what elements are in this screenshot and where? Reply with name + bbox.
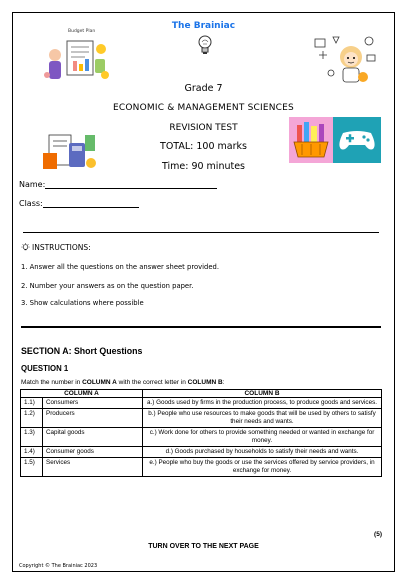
- section-divider: [21, 326, 381, 328]
- question-instruction: [21, 379, 225, 386]
- row-term: Consumer goods: [43, 447, 143, 458]
- table-row: [21, 409, 382, 428]
- total-marks: TOTAL: 100 marks: [160, 141, 247, 152]
- finance-tools-illustration-icon: [41, 125, 99, 175]
- row-term: Services: [43, 458, 143, 477]
- subject-heading: ECONOMIC & MANAGEMENT SCIENCES: [113, 103, 294, 113]
- instruction-col-a: COLUMN A: [82, 379, 117, 386]
- copyright-notice: Copyright © The Brainiac 2023: [19, 563, 98, 569]
- row-number: 1.4): [21, 447, 43, 458]
- lightbulb-icon: [21, 243, 30, 252]
- question-paper: [12, 12, 395, 572]
- time-allowed: Time: 90 minutes: [161, 161, 246, 172]
- row-term: Capital goods: [43, 428, 143, 447]
- row-number: 1.2): [21, 409, 43, 428]
- name-answer-line[interactable]: [45, 180, 217, 189]
- row-description: a.) Goods used by firms in the production process, to produce goods and services.: [143, 398, 382, 409]
- row-description: e.) People who buy the goods or use the services offered by service providers, in exchange for money.: [143, 458, 382, 477]
- instructions-title: INSTRUCTIONS:: [32, 243, 91, 252]
- row-term: Consumers: [43, 398, 143, 409]
- matching-table: [20, 389, 382, 477]
- table-row: [21, 398, 382, 409]
- budget-plan-label: Budget Plan: [68, 29, 96, 34]
- section-title: SECTION A: Short Questions: [21, 346, 143, 356]
- row-term: Producers: [43, 409, 143, 428]
- instruction-text: with the correct letter in: [116, 379, 188, 386]
- class-field[interactable]: [19, 199, 139, 208]
- budget-plan-illustration-icon: [43, 35, 113, 83]
- test-type-heading: REVISION TEST: [169, 123, 238, 133]
- lightbulb-logo-icon: [197, 35, 213, 57]
- divider: [23, 232, 379, 233]
- class-label: Class:: [19, 199, 43, 208]
- class-answer-line[interactable]: [43, 199, 139, 208]
- instruction-item: 1. Answer all the questions on the answer sheet provided.: [21, 263, 220, 271]
- instruction-item: 3. Show calculations where possible: [21, 299, 144, 307]
- shopping-basket-illustration-icon: [289, 117, 333, 163]
- question-marks: (5): [374, 531, 382, 538]
- column-a-header: COLUMN A: [21, 390, 143, 398]
- question-title: QUESTION 1: [21, 364, 69, 373]
- game-controller-icon: [333, 117, 381, 163]
- row-description: c.) Work done for others to provide something needed or wanted in exchange for money.: [143, 428, 382, 447]
- table-row: [21, 458, 382, 477]
- instructions-heading: [21, 243, 91, 252]
- row-description: b.) People who use resources to make goods that will be used by others to satisfy their needs and wants.: [143, 409, 382, 428]
- name-field[interactable]: [19, 180, 217, 189]
- row-number: 1.1): [21, 398, 43, 409]
- student-thinking-illustration-icon: [311, 33, 381, 85]
- instruction-text: :: [222, 379, 225, 386]
- name-label: Name:: [19, 180, 46, 189]
- row-number: 1.5): [21, 458, 43, 477]
- instruction-item: 2. Number your answers as on the question paper.: [21, 282, 194, 290]
- instruction-col-b: COLUMN B: [187, 379, 223, 386]
- grade-heading: Grade 7: [184, 83, 223, 94]
- table-row: [21, 447, 382, 458]
- brand-title: The Brainiac: [171, 21, 236, 31]
- turn-over-note: TURN OVER TO THE NEXT PAGE: [148, 543, 259, 550]
- row-number: 1.3): [21, 428, 43, 447]
- row-description: d.) Goods purchased by households to satisfy their needs and wants.: [143, 447, 382, 458]
- column-b-header: COLUMN B: [143, 390, 382, 398]
- table-header-row: [21, 390, 382, 398]
- table-row: [21, 428, 382, 447]
- instruction-text: Match the number in: [21, 379, 83, 386]
